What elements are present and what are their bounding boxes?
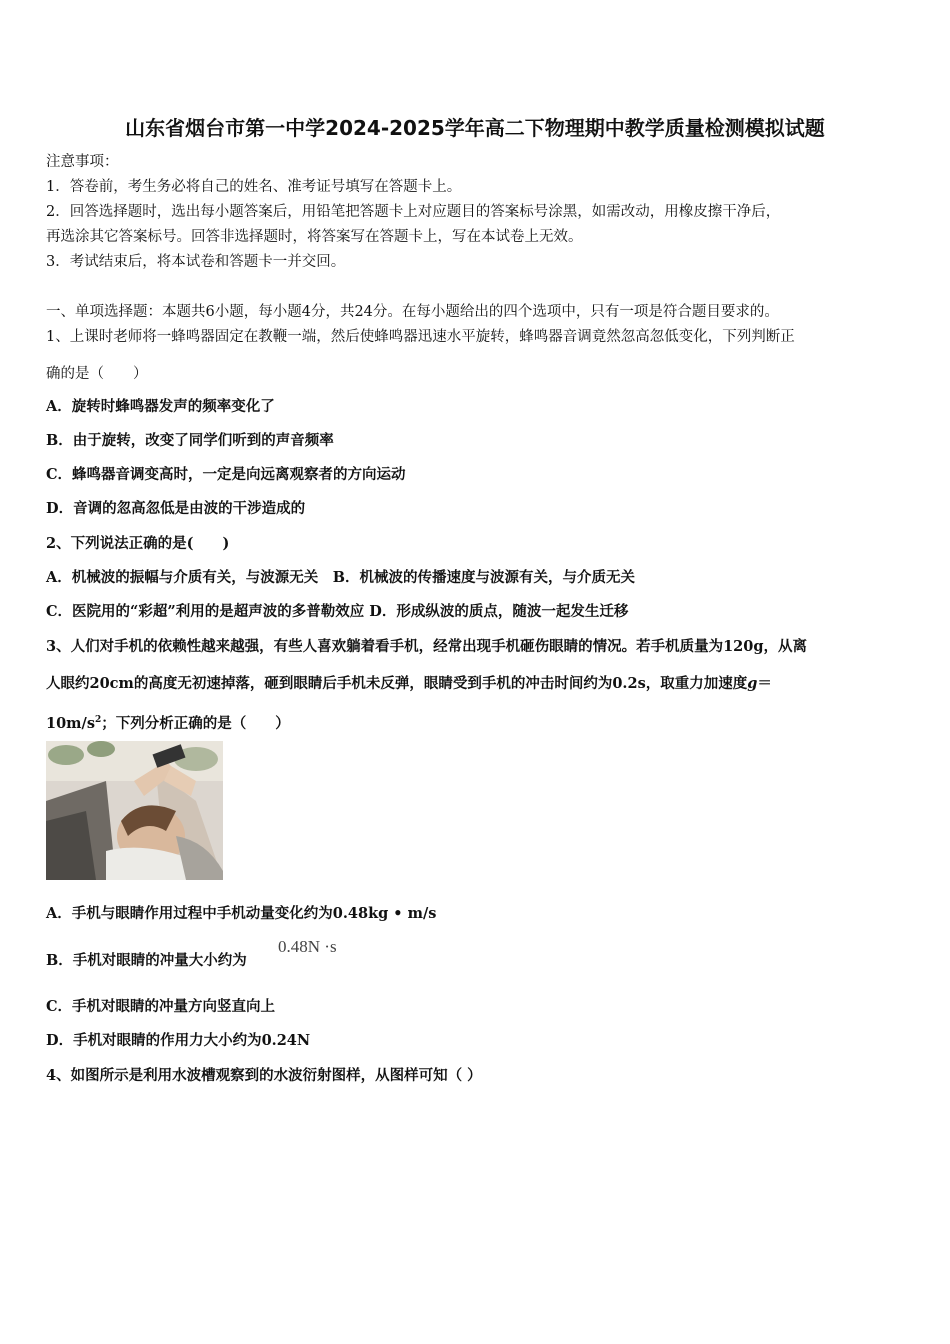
notice-item-1: 1．答卷前，考生务必将自己的姓名、准考证号填写在答题卡上。: [46, 179, 462, 195]
q1-stem: 1、上课时老师将一蜂鸣器固定在教鞭一端，然后使蜂鸣器迅速水平旋转，蜂鸣器音调竟然忽高忽低变化，下列判断正: [46, 329, 795, 345]
q2-stem: 2、下列说法正确的是( ): [46, 535, 230, 552]
photo-illustration: [46, 741, 223, 880]
q1-option-a: A．旋转时蜂鸣器发声的频率变化了: [46, 398, 275, 415]
q3-option-c: C．手机对眼睛的冲量方向竖直向上: [46, 998, 276, 1015]
notice-item-2-cont: 再选涂其它答案标号。回答非选择题时，将答案写在答题卡上，写在本试卷上无效。: [46, 229, 583, 245]
q4-stem: 4、如图所示是利用水波槽观察到的水波衍射图样，从图样可知（ ）: [46, 1067, 482, 1084]
notice-item-3: 3．考试结束后，将本试卷和答题卡一并交回。: [46, 254, 346, 270]
page-title: 山东省烟台市第一中学2024-2025学年高二下物理期中教学质量检测模拟试题: [125, 116, 825, 140]
q3-option-a: A．手机与眼睛作用过程中手机动量变化约为0.48kg • m/s: [46, 905, 437, 922]
notice-heading: 注意事项：: [46, 154, 119, 170]
q1-option-d: D．音调的忽高忽低是由波的干涉造成的: [46, 500, 306, 517]
q1-option-c: C．蜂鸣器音调变高时，一定是向远离观察者的方向运动: [46, 466, 406, 483]
q3-stem-cont: 人眼约20cm的高度无初速掉落，砸到眼睛后手机未反弹，眼睛受到手机的冲击时间约为0.2s，取重力加速度g＝: [46, 675, 772, 692]
q3-option-d: D．手机对眼睛的作用力大小约为0.24N: [46, 1032, 311, 1049]
person-with-phone-photo: [46, 741, 223, 880]
q3-option-b-formula: 0.48N ·s: [278, 937, 337, 956]
section-heading: 一、单项选择题：本题共6小题，每小题4分，共24分。在每小题给出的四个选项中，只有一项是符合题目要求的。: [46, 304, 779, 320]
q3-option-b: B．手机对眼睛的冲量大小约为: [46, 952, 247, 969]
q3-stem: 3、人们对手机的依赖性越来越强，有些人喜欢躺着看手机，经常出现手机砸伤眼睛的情况。若手机质量为120g，从离: [46, 638, 807, 655]
q2-options-ab: A．机械波的振幅与介质有关，与波源无关 B．机械波的传播速度与波源有关，与介质无关: [46, 569, 636, 586]
q1-option-b: B．由于旋转，改变了同学们听到的声音频率: [46, 432, 334, 449]
q2-options-cd: C．医院用的“彩超”利用的是超声波的多普勒效应 D．形成纵波的质点，随波一起发生迁移: [46, 603, 629, 620]
q1-stem-cont: 确的是（ ）: [46, 366, 148, 382]
notice-item-2: 2．回答选择题时，选出每小题答案后，用铅笔把答题卡上对应题目的答案标号涂黑，如需改动，用橡皮擦干净后，: [46, 204, 781, 220]
q3-stem-end: $10m/s^2$；下列分析正确的是（ ）: [46, 714, 290, 732]
g-symbol: g: [747, 675, 758, 692]
